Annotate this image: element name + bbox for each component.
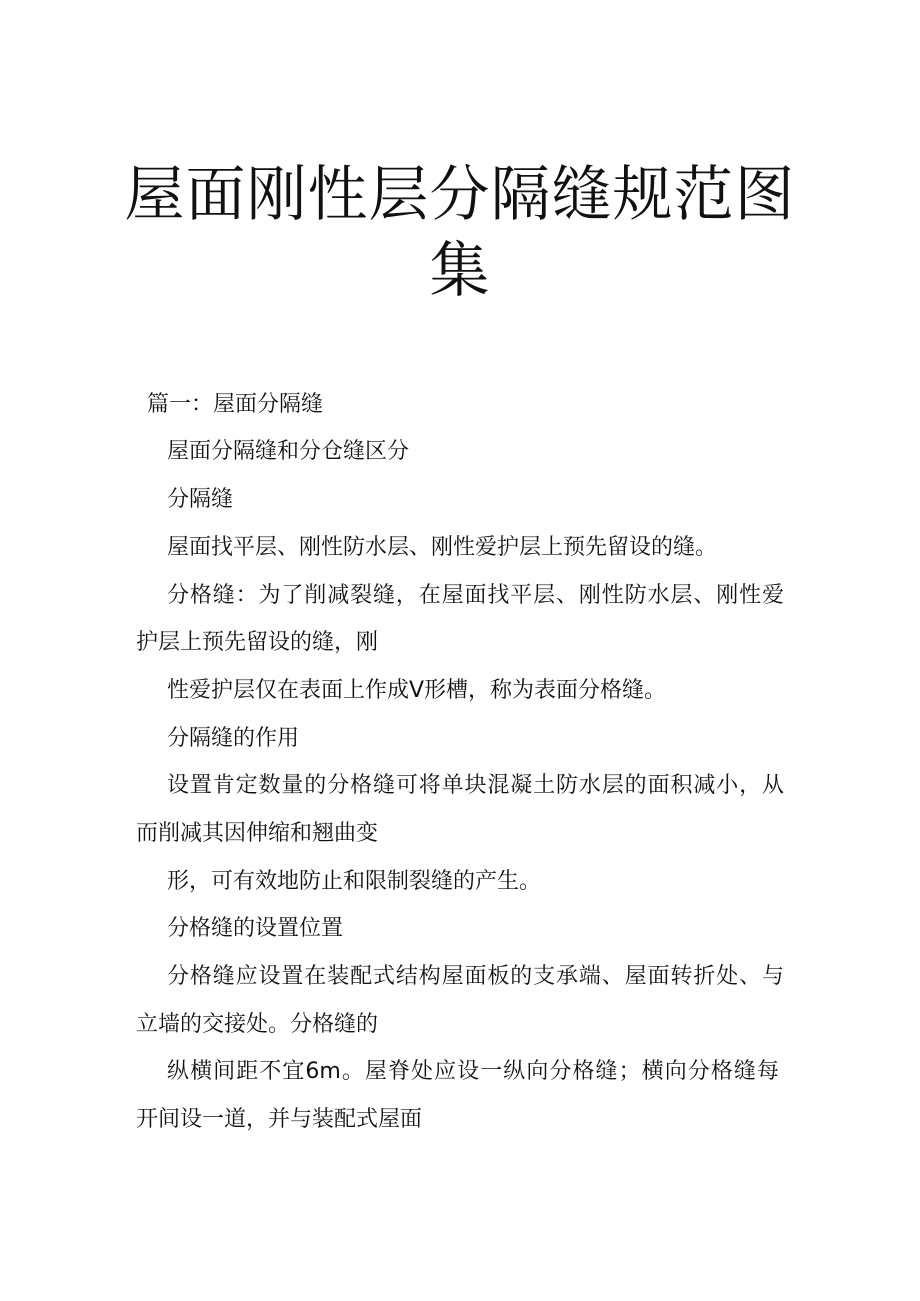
paragraph-line: 开间设一道，并与装配式屋面 [136,1107,423,1132]
paragraph-line: 纵横间距不宜6m。屋脊处应设一纵向分格缝；横向分格缝每 [167,1059,779,1084]
paragraph-line: 屋面找平层、刚性防水层、刚性爱护层上预先留设的缝。 [167,535,718,560]
paragraph-line: 分格缝：为了削减裂缝，在屋面找平层、刚性防水层、刚性爱 [167,583,784,608]
paragraph-line: 屋面分隔缝和分仓缝区分 [167,439,410,464]
paragraph-line: 性爱护层仅在表面上作成V形槽，称为表面分格缝。 [167,678,667,703]
paragraph-line: 分隔缝 [167,487,234,512]
paragraph-line: 形，可有效地防止和限制裂缝的产生。 [167,869,542,894]
paragraph-line: 立墙的交接处。分格缝的 [136,1012,379,1037]
paragraph-line: 分隔缝的作用 [167,726,300,751]
paragraph-line: 而削减其因伸缩和翘曲变 [136,821,379,846]
paragraph-line: 护层上预先留设的缝，刚 [136,630,379,655]
section-heading: 篇一：屋面分隔缝 [147,392,324,417]
paragraph-line: 分格缝应设置在装配式结构屋面板的支承端、屋面转折处、与 [167,964,784,989]
document-title-line-1: 屋面刚性层分隔缝规范图 [124,160,796,230]
paragraph-line: 设置肯定数量的分格缝可将单块混凝土防水层的面积减小，从 [167,773,784,798]
paragraph-line: 分格缝的设置位置 [167,916,344,941]
document-title-line-2: 集 [429,236,491,306]
